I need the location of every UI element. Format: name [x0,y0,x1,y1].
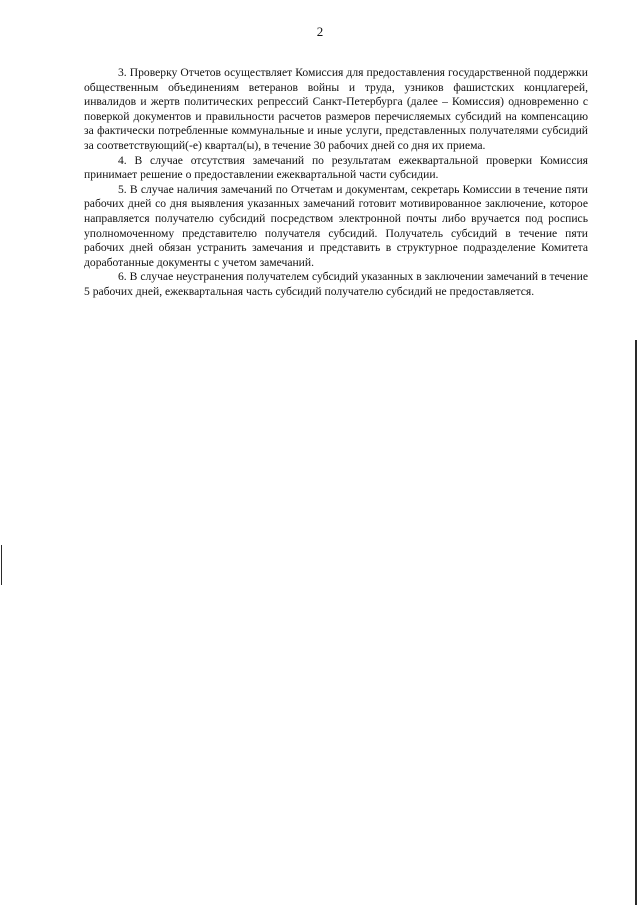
paragraph-4: 4. В случае отсутствия замечаний по результатам ежеквартальной проверки Комиссия принимает решение о предоставлении ежеквартальной части субсидии. [84,153,588,182]
paragraph-3: 3. Проверку Отчетов осуществляет Комиссия для предоставления государственной поддержки общественным объединениям ветеранов войны и труда, узников фашистских концлагерей, инвалидов и жертв политических репрессий Санкт-Петербурга (далее – Комиссия) одновременно с поверкой документов и правильности расчетов размеров перечисляемых субсидий на компенсацию за фактически потребленные коммунальные и иные услуги, представленных получателями субсидий за соответствующий(-е) квартал(ы), в течение 30 рабочих дней со дня их приема. [84,66,588,152]
document-body [84,66,588,300]
paragraph-5: 5. В случае наличия замечаний по Отчетам и документам, секретарь Комиссии в течение пяти рабочих дней со дня выявления указанных замечаний готовит мотивированное заключение, которое направляется получателю субсидий посредством электронной почты либо вручается под роспись уполномоченному представителю получателя субсидий. Получатель субсидий в течение пяти рабочих дней обязан устранить замечания и представить в структурное подразделение Комитета доработанные документы с учетом замечаний. [84,182,588,269]
scan-edge-right [635,340,637,905]
page-number: 2 [316,24,324,39]
scan-edge-left [1,545,2,585]
paragraph-6: 6. В случае неустранения получателем субсидий указанных в заключении замечаний в течение 5 рабочих дней, ежеквартальная часть субсидий получателю субсидий не предоставляется. [84,270,588,298]
